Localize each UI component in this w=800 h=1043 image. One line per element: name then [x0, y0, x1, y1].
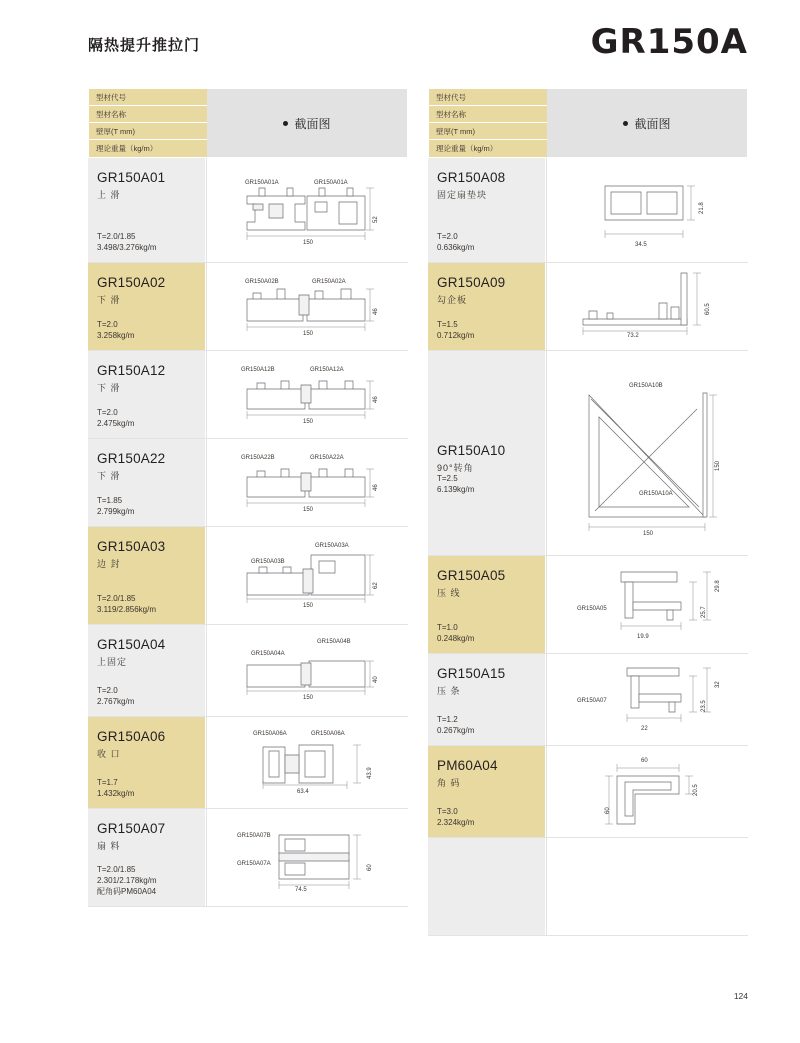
profile-name: 固定扇垫块	[437, 190, 488, 200]
profile-info-empty	[428, 838, 546, 935]
profile-drawing	[206, 625, 408, 716]
dim-width: 19.9	[637, 634, 649, 640]
table-row[interactable]	[88, 158, 408, 263]
dim-width: 73.2	[627, 333, 639, 339]
dim-width: 150	[303, 419, 314, 425]
profile-info	[88, 625, 206, 716]
profile-name: 压 条	[437, 686, 461, 696]
profile-spec	[97, 864, 157, 897]
profile-info	[88, 439, 206, 526]
profile-drawing	[546, 351, 748, 555]
part-label: GR150A07	[577, 698, 607, 704]
header-row-thickness: 壁厚(T mm)	[429, 123, 547, 140]
header-row-weight: 理论重量（kg/m）	[89, 140, 207, 157]
profile-drawing	[546, 654, 748, 745]
profile-spec	[97, 407, 134, 429]
profile-weight: 3.258kg/m	[97, 331, 135, 340]
table-row[interactable]	[88, 809, 408, 907]
dim-height: 60	[367, 864, 373, 871]
profile-spec	[437, 622, 474, 644]
profile-name: 上 滑	[97, 190, 121, 200]
dim-width: 60	[641, 758, 648, 764]
dim-height: 46	[373, 396, 379, 403]
profile-thickness: T=2.0/1.85	[97, 232, 136, 241]
header-row-code: 型材代号	[429, 89, 547, 106]
profile-info	[88, 527, 206, 624]
dim-width: 150	[303, 603, 314, 609]
part-label: GR150A22A	[310, 455, 344, 461]
profile-name: 下 滑	[97, 471, 121, 481]
part-label: GR150A22B	[241, 455, 275, 461]
table-row[interactable]	[88, 263, 408, 351]
profile-code: GR150A05	[437, 568, 506, 583]
profile-name: 边 封	[97, 559, 121, 569]
profile-spec	[97, 685, 134, 707]
profile-thickness: T=2.0/1.85	[97, 865, 136, 874]
profile-drawing	[206, 527, 408, 624]
dim-height: 60.5	[705, 303, 711, 315]
part-label: GR150A12B	[241, 367, 275, 373]
profile-spec	[97, 777, 134, 799]
part-label: GR150A10B	[629, 383, 663, 389]
profile-weight: 2.799kg/m	[97, 507, 135, 516]
profile-drawing	[546, 556, 748, 653]
part-label: GR150A05	[577, 606, 607, 612]
table-row[interactable]	[428, 556, 748, 654]
profile-name: 压 线	[437, 588, 461, 598]
profile-code: GR150A08	[437, 170, 506, 185]
profile-weight: 0.248kg/m	[437, 634, 475, 643]
page-header	[88, 22, 748, 70]
profile-drawing	[546, 263, 748, 350]
dim-height: 46	[373, 308, 379, 315]
part-label: GR150A04A	[251, 651, 285, 657]
dim-height: 150	[715, 460, 721, 471]
table-header-section	[547, 89, 747, 157]
profile-drawing	[546, 746, 748, 837]
part-label: GR150A03A	[315, 543, 349, 549]
table-row[interactable]	[88, 351, 408, 439]
table-header-right	[428, 88, 748, 158]
profile-drawing	[206, 809, 408, 906]
profile-code: GR150A10	[437, 443, 506, 458]
profile-code: PM60A04	[437, 758, 498, 773]
profile-spec	[97, 495, 134, 517]
profile-thickness: T=3.0	[437, 807, 458, 816]
dim-width: 74.5	[295, 887, 307, 893]
bullet-icon	[623, 121, 628, 126]
section-title: 截面图	[294, 116, 331, 131]
profile-name: 90°转角	[437, 463, 474, 473]
part-label: GR150A06A	[253, 731, 287, 737]
part-label: GR150A07A	[237, 861, 271, 867]
profile-thickness: T=2.0	[97, 320, 118, 329]
dim-width: 150	[303, 240, 314, 246]
profile-info	[88, 263, 206, 350]
profile-spec	[437, 473, 474, 495]
dim-width: 34.5	[635, 242, 647, 248]
section-title: 截面图	[634, 116, 671, 131]
profile-name: 扇 料	[97, 841, 121, 851]
right-column	[428, 88, 748, 936]
part-label: GR150A06A	[311, 731, 345, 737]
dim-width: 150	[303, 507, 314, 513]
bullet-icon	[283, 121, 288, 126]
page-title: 隔热提升推拉门	[88, 37, 201, 54]
profile-code: GR150A12	[97, 363, 166, 378]
profile-thickness: T=2.5	[437, 474, 458, 483]
part-label: GR150A02A	[312, 279, 346, 285]
profile-thickness: T=1.0	[437, 623, 458, 632]
dim-height: 46	[373, 484, 379, 491]
header-row-name: 型材名称	[89, 106, 207, 123]
profile-weight: 3.498/3.276kg/m	[97, 243, 157, 252]
profile-name: 角 码	[437, 778, 461, 788]
part-label: GR150A01A	[245, 180, 279, 186]
profile-info	[88, 158, 206, 262]
dim-height: 60	[605, 807, 611, 814]
profile-code: GR150A01	[97, 170, 166, 185]
profile-info	[88, 351, 206, 438]
dim-height: 29.8	[715, 580, 721, 592]
dim-height: 32	[715, 681, 721, 688]
profile-drawing	[206, 439, 408, 526]
dim-height: 43.9	[367, 767, 373, 779]
profile-weight: 0.636kg/m	[437, 243, 475, 252]
table-row[interactable]	[88, 625, 408, 717]
profile-thickness: T=2.0	[97, 408, 118, 417]
profile-code: GR150A07	[97, 821, 166, 836]
profile-spec	[437, 319, 474, 341]
table-row[interactable]	[88, 439, 408, 527]
profile-code: GR150A02	[97, 275, 166, 290]
table-header-labels	[89, 89, 207, 157]
profile-weight: 2.301/2.178kg/m	[97, 876, 157, 885]
profile-thickness: T=1.2	[437, 715, 458, 724]
profile-code: GR150A03	[97, 539, 166, 554]
table-header-section	[207, 89, 407, 157]
profile-drawing	[206, 717, 408, 808]
profile-name: 勾企板	[437, 295, 468, 305]
header-row-thickness: 壁厚(T mm)	[89, 123, 207, 140]
dim-height2: 23.5	[701, 700, 707, 712]
profile-info	[88, 717, 206, 808]
profile-name: 下 滑	[97, 383, 121, 393]
profile-spec	[97, 593, 156, 615]
profile-info	[428, 351, 546, 555]
profile-extra: 配角码PM60A04	[97, 887, 157, 896]
table-row-empty	[428, 838, 748, 936]
profile-drawing	[206, 263, 408, 350]
table-row[interactable]	[88, 717, 408, 809]
part-label: GR150A01A	[314, 180, 348, 186]
profile-info	[428, 556, 546, 653]
profile-spec	[437, 806, 474, 828]
part-label: GR150A02B	[245, 279, 279, 285]
profile-drawing	[206, 351, 408, 438]
profile-thickness: T=1.5	[437, 320, 458, 329]
table-row[interactable]	[88, 527, 408, 625]
series-code: GR150A	[590, 22, 748, 62]
profile-info	[428, 158, 546, 262]
dim-width: 22	[641, 726, 648, 732]
dim-width: 150	[303, 695, 314, 701]
page-number: 124	[733, 991, 748, 1001]
dim-width: 150	[303, 331, 314, 337]
profile-drawing	[206, 158, 408, 262]
profile-thickness: T=1.85	[97, 496, 123, 505]
profile-thickness: T=1.7	[97, 778, 118, 787]
profile-spec	[437, 714, 474, 736]
dim-height: 52	[373, 216, 379, 223]
profile-info	[428, 654, 546, 745]
part-label: GR150A04B	[317, 639, 351, 645]
table-row[interactable]	[428, 351, 748, 556]
profile-weight: 1.432kg/m	[97, 789, 135, 798]
profile-weight: 2.475kg/m	[97, 419, 135, 428]
dim-width: 150	[643, 531, 654, 537]
dim-height: 40	[373, 676, 379, 683]
profile-drawing	[546, 158, 748, 262]
left-column	[88, 88, 408, 907]
table-row[interactable]	[428, 654, 748, 746]
header-row-name: 型材名称	[429, 106, 547, 123]
profile-drawing-empty	[546, 838, 748, 935]
dim-height: 62	[373, 582, 379, 589]
profile-code: GR150A22	[97, 451, 166, 466]
header-row-weight: 理论重量（kg/m）	[429, 140, 547, 157]
table-header-labels	[429, 89, 547, 157]
table-row[interactable]	[428, 263, 748, 351]
header-row-code: 型材代号	[89, 89, 207, 106]
profile-info	[428, 746, 546, 837]
profile-weight: 0.267kg/m	[437, 726, 475, 735]
part-label: GR150A07B	[237, 833, 271, 839]
part-label: GR150A10A	[639, 491, 673, 497]
table-row[interactable]	[428, 158, 748, 263]
profile-spec	[97, 231, 157, 253]
dim-height2: 25.7	[701, 606, 707, 618]
profile-info	[88, 809, 206, 906]
profile-info	[428, 263, 546, 350]
profile-weight: 2.324kg/m	[437, 818, 475, 827]
profile-thickness: T=2.0	[97, 686, 118, 695]
table-header-left	[88, 88, 408, 158]
profile-name: 收 口	[97, 749, 121, 759]
part-label: GR150A12A	[310, 367, 344, 373]
profile-code: GR150A09	[437, 275, 506, 290]
table-row[interactable]	[428, 746, 748, 838]
profile-spec	[97, 319, 134, 341]
part-label: GR150A03B	[251, 559, 285, 565]
profile-thickness: T=2.0/1.85	[97, 594, 136, 603]
profile-weight: 3.119/2.856kg/m	[97, 605, 157, 614]
profile-weight: 0.712kg/m	[437, 331, 475, 340]
dim-depth: 20.5	[693, 784, 699, 796]
dim-width: 63.4	[297, 789, 309, 795]
profile-code: GR150A15	[437, 666, 506, 681]
profile-code: GR150A06	[97, 729, 166, 744]
profile-name: 下 滑	[97, 295, 121, 305]
profile-thickness: T=2.0	[437, 232, 458, 241]
profile-name: 上固定	[97, 657, 128, 667]
profile-weight: 6.139kg/m	[437, 485, 475, 494]
profile-code: GR150A04	[97, 637, 166, 652]
dim-height: 21.8	[699, 202, 705, 214]
profile-spec	[437, 231, 474, 253]
profile-weight: 2.767kg/m	[97, 697, 135, 706]
